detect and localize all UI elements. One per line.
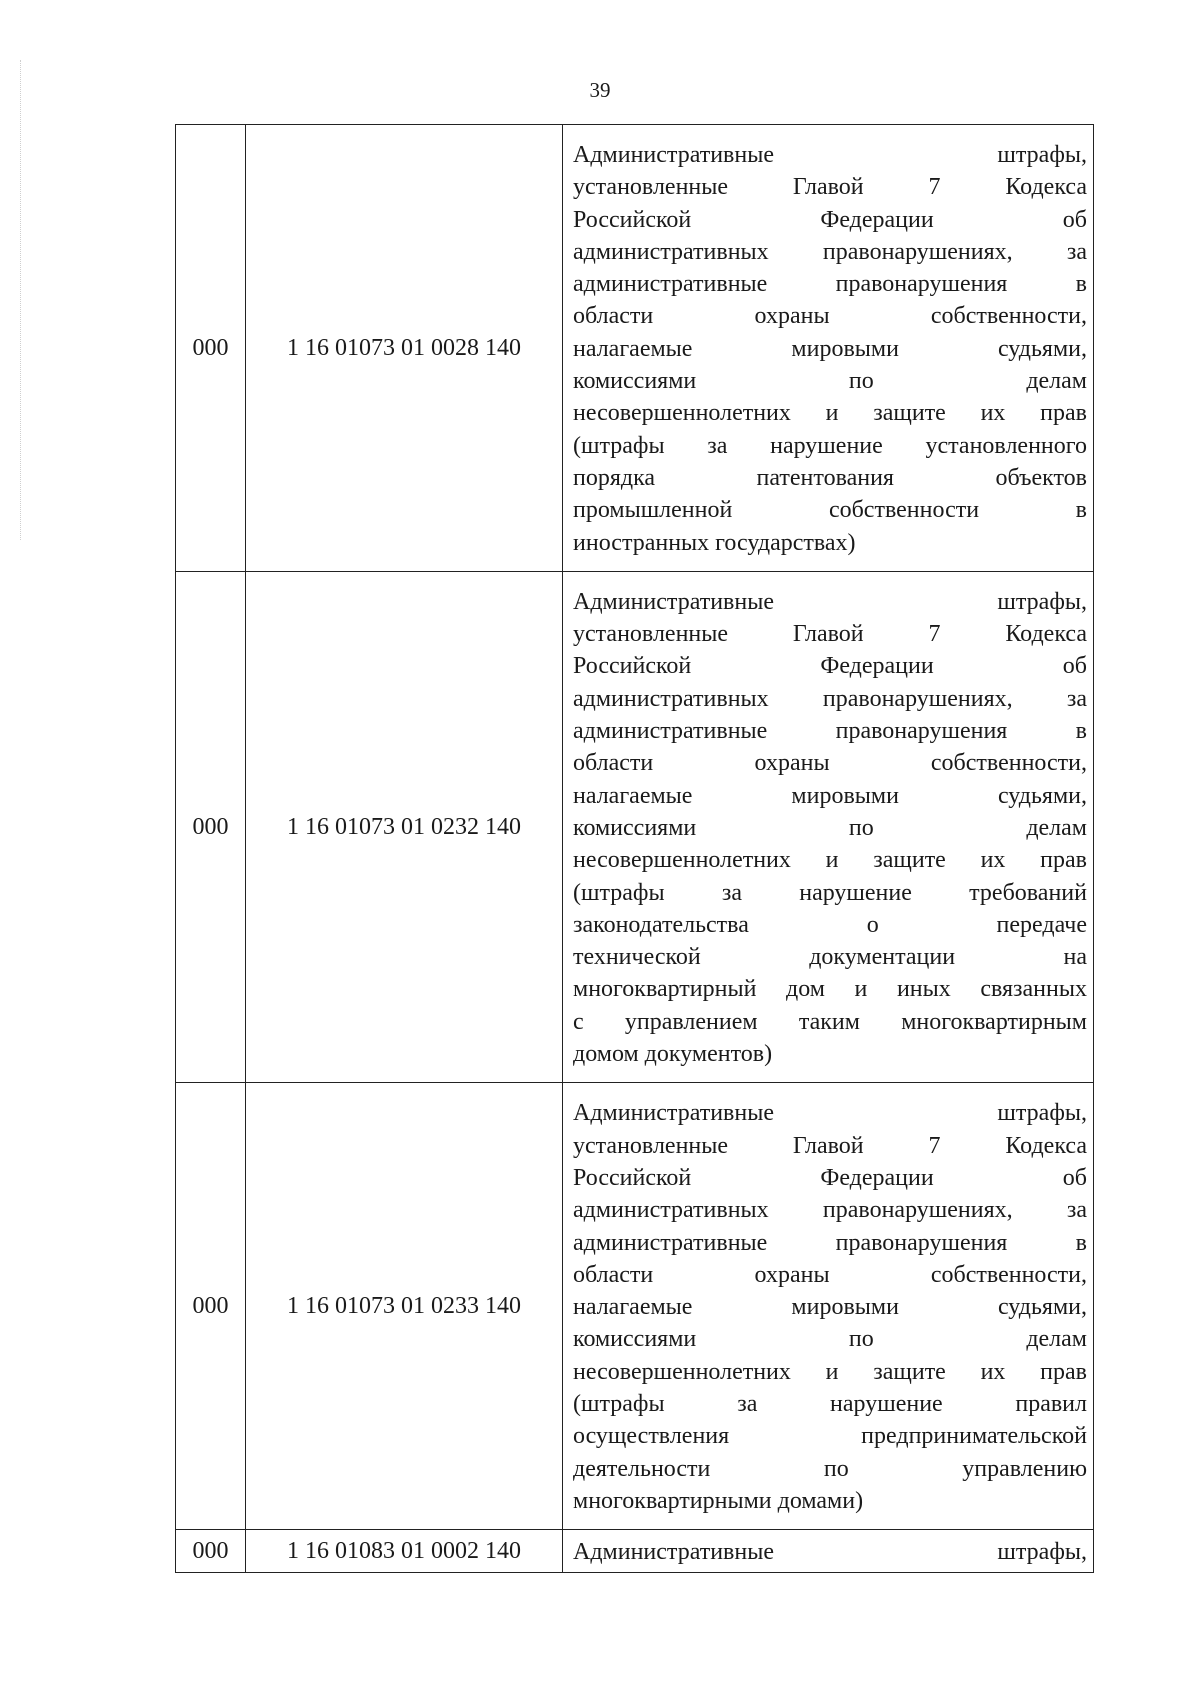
description-line: (штрафы за нарушение установленного bbox=[573, 432, 1087, 459]
description-line: налагаемые мировыми судьями, bbox=[573, 1294, 1087, 1321]
description-line: домом документов) bbox=[573, 1041, 773, 1068]
table-row bbox=[176, 125, 1094, 572]
description-line: многоквартирный дом и иных связанных bbox=[573, 976, 1087, 1003]
description-line: промышленной собственности в bbox=[573, 497, 1087, 524]
description-line: установленные Главой 7 Кодекса bbox=[573, 621, 1087, 648]
description-line: несовершеннолетних и защите их прав bbox=[573, 847, 1087, 874]
description-line: технической документации на bbox=[573, 944, 1087, 971]
budget-classification-code-cell: 1 16 01073 01 0028 140 bbox=[246, 125, 563, 572]
description-line: иностранных государствах) bbox=[573, 529, 856, 556]
admin-code-cell: 000 bbox=[176, 571, 246, 1082]
description-line: осуществления предпринимательской bbox=[573, 1423, 1087, 1450]
description-line: административных правонарушениях, за bbox=[573, 1197, 1087, 1224]
table-row bbox=[176, 1083, 1094, 1530]
description-line: административных правонарушениях, за bbox=[573, 238, 1087, 265]
description-line: с управлением таким многоквартирным bbox=[573, 1008, 1087, 1035]
description-line: налагаемые мировыми судьями, bbox=[573, 782, 1087, 809]
description-cell bbox=[563, 1530, 1094, 1573]
description-line: административные правонарушения в bbox=[573, 1229, 1087, 1256]
description-line: Российской Федерации об bbox=[573, 653, 1087, 680]
admin-code-cell: 000 bbox=[176, 125, 246, 572]
budget-classification-code-cell: 1 16 01083 01 0002 140 bbox=[246, 1530, 563, 1573]
description-line: области охраны собственности, bbox=[573, 750, 1087, 777]
description-line: налагаемые мировыми судьями, bbox=[573, 335, 1087, 362]
description-line: области охраны собственности, bbox=[573, 303, 1087, 330]
description-line: комиссиями по делам bbox=[573, 368, 1087, 395]
description-line: (штрафы за нарушение правил bbox=[573, 1390, 1087, 1417]
description-line: несовершеннолетних и защите их прав bbox=[573, 1358, 1087, 1385]
description-line: деятельности по управлению bbox=[573, 1455, 1087, 1482]
description-line: установленные Главой 7 Кодекса bbox=[573, 174, 1087, 201]
description-line: многоквартирными домами) bbox=[573, 1487, 864, 1514]
description-line: Административные штрафы, bbox=[573, 1100, 1087, 1127]
description-line: Административные штрафы, bbox=[573, 142, 1087, 168]
budget-classification-code-cell: 1 16 01073 01 0233 140 bbox=[246, 1083, 563, 1530]
description-line: комиссиями по делам bbox=[573, 814, 1087, 841]
table-row bbox=[176, 571, 1094, 1082]
description-line: порядка патентования объектов bbox=[573, 464, 1087, 491]
description-line: установленные Главой 7 Кодекса bbox=[573, 1132, 1087, 1159]
description-line: комиссиями по делам bbox=[573, 1326, 1087, 1353]
description-line: административные правонарушения в bbox=[573, 271, 1087, 298]
description-line: области охраны собственности, bbox=[573, 1261, 1087, 1288]
budget-classification-code-cell: 1 16 01073 01 0232 140 bbox=[246, 571, 563, 1082]
budget-code-table bbox=[175, 124, 1094, 1573]
scan-margin-marks bbox=[20, 60, 23, 540]
description-line: административные правонарушения в bbox=[573, 718, 1087, 745]
admin-code-cell: 000 bbox=[176, 1083, 246, 1530]
table-row bbox=[176, 1530, 1094, 1573]
description-line: Административные штрафы, bbox=[573, 588, 1087, 615]
description-line: Административные штрафы, bbox=[573, 1539, 1087, 1566]
admin-code-cell: 000 bbox=[176, 1530, 246, 1573]
description-cell bbox=[563, 571, 1094, 1082]
page-number: 39 bbox=[589, 78, 611, 102]
description-line: административных правонарушениях, за bbox=[573, 685, 1087, 712]
description-line: Российской Федерации об bbox=[573, 206, 1087, 233]
description-line: Российской Федерации об bbox=[573, 1164, 1087, 1191]
description-line: законодательства о передаче bbox=[573, 911, 1087, 938]
description-line: (штрафы за нарушение требований bbox=[573, 879, 1087, 906]
description-cell bbox=[563, 1083, 1094, 1530]
description-line: несовершеннолетних и защите их прав bbox=[573, 400, 1087, 427]
description-cell bbox=[563, 125, 1094, 572]
